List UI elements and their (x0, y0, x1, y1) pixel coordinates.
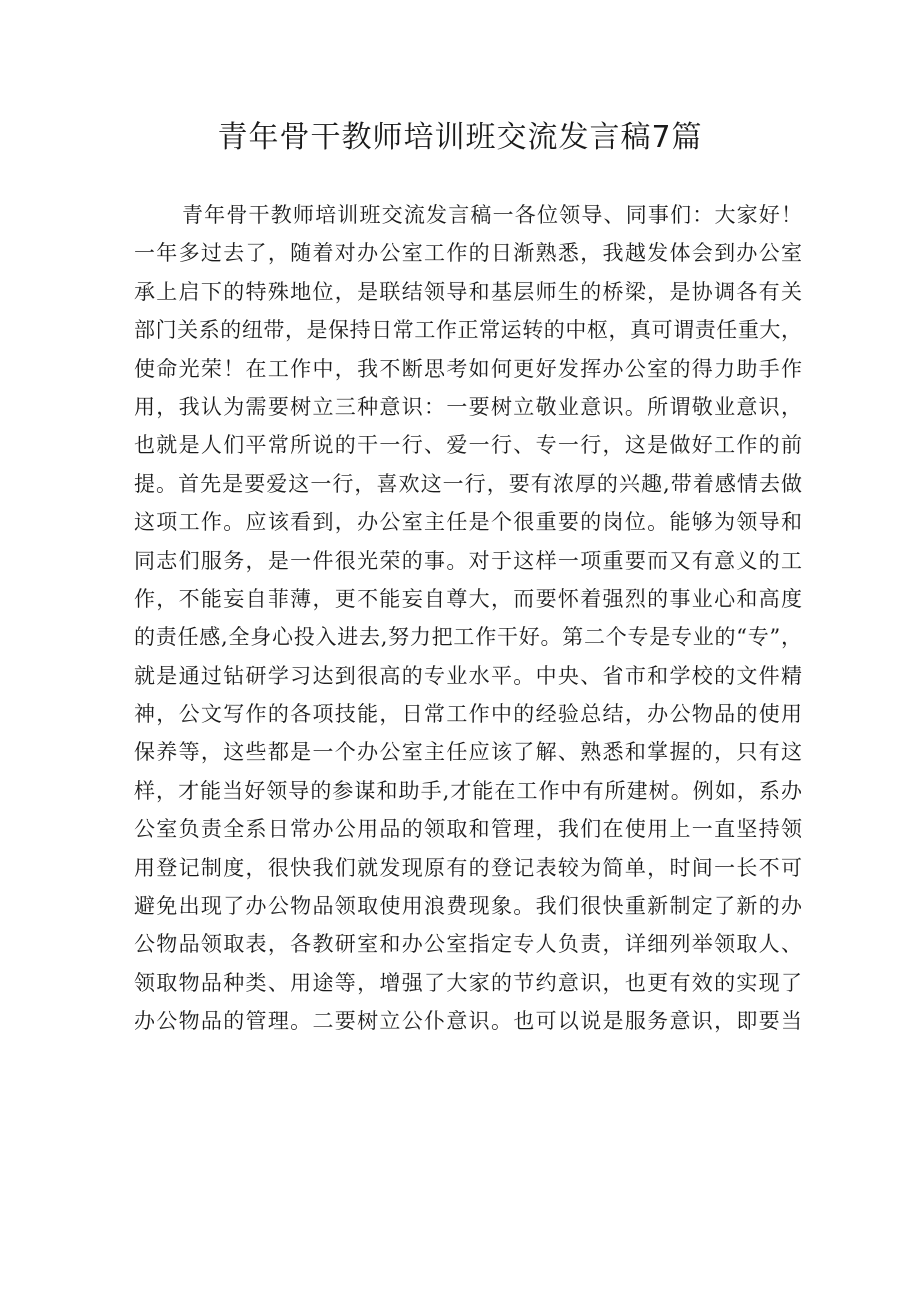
body-line: 这项工作。应该看到，办公室主任是个很重要的岗位。能够为领导和 (134, 510, 802, 535)
body-line: 作，不能妄自菲薄，更不能妄自尊大，而要怀着强烈的事业心和高度 (134, 586, 802, 611)
body-line: 样，才能当好领导的参谋和助手,才能在工作中有所建树。例如，系办 (134, 778, 802, 803)
body-line: 也就是人们平常所说的干一行、爱一行、专一行，这是做好工作的前 (134, 433, 802, 458)
body-line: 部门关系的纽带，是保持日常工作正常运转的中枢，真可谓责任重大， (134, 318, 802, 343)
body-line: 保养等，这些都是一个办公室主任应该了解、熟悉和掌握的，只有这 (134, 740, 802, 765)
body-line: 就是通过钻研学习达到很高的专业水平。中央、省市和学校的文件精 (134, 663, 802, 688)
body-line: 提。首先是要爱这一行，喜欢这一行，要有浓厚的兴趣,带着感情去做 (134, 471, 802, 496)
body-line: 使命光荣！在工作中，我不断思考如何更好发挥办公室的得力助手作 (134, 356, 802, 381)
body-line: 的责任感,全身心投入进去,努力把工作干好。第二个专是专业的“专”， (134, 625, 802, 650)
body-line: 用，我认为需要树立三种意识：一要树立敬业意识。所谓敬业意识， (134, 394, 802, 419)
document-title: 青年骨干教师培训班交流发言稿7篇 (217, 120, 703, 155)
document-body (134, 196, 802, 1041)
body-line: 同志们服务，是一件很光荣的事。对于这样一项重要而又有意义的工 (134, 548, 802, 573)
body-line: 用登记制度，很快我们就发现原有的登记表较为简单，时间一长不可 (134, 855, 802, 880)
body-line: 避免出现了办公物品领取使用浪费现象。我们很快重新制定了新的办 (134, 894, 802, 919)
body-line: 一年多过去了，随着对办公室工作的日渐熟悉，我越发体会到办公室 (134, 241, 802, 266)
body-line: 神，公文写作的各项技能，日常工作中的经验总结，办公物品的使用 (134, 702, 802, 727)
body-line: 公室负责全系日常办公用品的领取和管理，我们在使用上一直坚持领 (134, 817, 802, 842)
body-line: 承上启下的特殊地位，是联结领导和基层师生的桥梁，是协调各有关 (134, 279, 802, 304)
body-line: 青年骨干教师培训班交流发言稿一各位领导、同事们：大家好！ (182, 203, 802, 227)
body-line: 领取物品种类、用途等，增强了大家的节约意识，也更有效的实现了 (134, 970, 802, 995)
body-line: 公物品领取表，各教研室和办公室指定专人负责，详细列举领取人、 (134, 932, 802, 957)
body-line: 办公物品的管理。二要树立公仆意识。也可以说是服务意识，即要当 (134, 1009, 802, 1034)
